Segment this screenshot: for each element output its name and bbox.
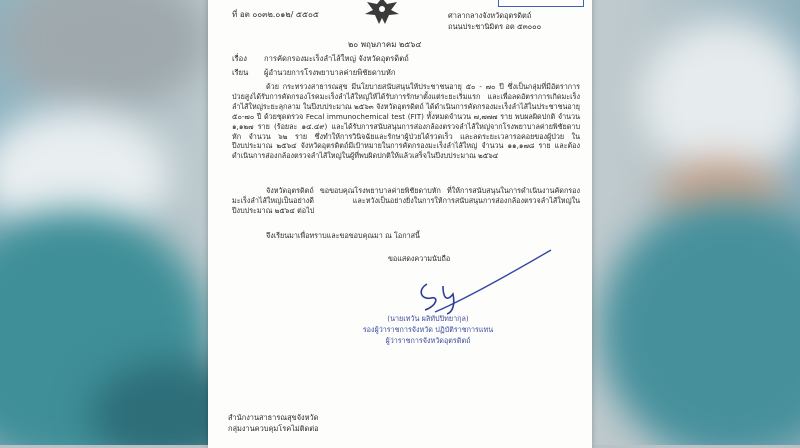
- signer-block: [348, 313, 508, 346]
- handwritten-signature: [413, 276, 483, 316]
- letter-date: ๒๐ พฤษภาคม ๒๕๖๔: [348, 40, 422, 49]
- garuda-emblem-icon: [363, 0, 401, 26]
- signer-position-2: ผู้ว่าราชการจังหวัดอุตรดิตถ์: [385, 336, 471, 345]
- document-number: ที่ อต ๐๐๓๒.๐๑๒/ ๕๕๐๕: [232, 10, 319, 19]
- sender-address: ศาลากลางจังหวัดอุตรดิตถ์ ถนนประชานิมิตร อต ๕๓๐๐๐: [448, 11, 542, 31]
- body-paragraph-2: จังหวัดอุตรดิตถ์ ขอขอบคุณโรงพยาบาลค่ายพิชัยดาบหัก ที่ให้การสนับสนุนในการดำเนินงานคัดกรองมะเร็งลำไส้ใหญ่เป็นอย่างดี และหวังเป็นอย่างยิ่งในการให้การสนับสนุนการส่องกล้องตรวจลำไส้ใหญ่ในปีงบประมาณ ๒๕๖๔ ต่อไป: [232, 186, 580, 215]
- recipient-row: เรียน ผู้อำนวยการโรงพยาบาลค่ายพิชัยดาบหัก: [232, 68, 396, 77]
- footer-office: สำนักงานสาธารณสุขจังหวัด กลุ่มงานควบคุมโรคไม่ติดต่อ: [228, 413, 319, 433]
- subject-row: เรื่อง การคัดกรองมะเร็งลำไส้ใหญ่ จังหวัดอุตรดิตถ์: [232, 54, 409, 63]
- received-stamp: [498, 0, 584, 7]
- body-paragraph-1: ด้วย กระทรวงสาธารณสุข มีนโยบายสนับสนุนให้ประชาชนอายุ ๕๐ - ๗๐ ปี ซึ่งเป็นกลุ่มที่มีอัตราการป่วยสูงได้รับการคัดกรองโรคมะเร็งลำไส้ใหญ่ให้ได้รับการรักษาตั้งแต่ระยะเริ่มแรก และเพื่อลดอัตราการเกิดมะเร็งลำไส้ใหญ่ระยะลุกลาม ในปีงบประมาณ ๒๕๖๓ จังหวัดอุตรดิตถ์ ได้ดำเนินการคัดกรองมะเร็งลำไส้ในประชาชนอายุ ๕๐-๗๐ ปี ด้วยชุดตรวจ Fecal immunochemical test (FIT) ทั้งหมดจำนวน ๗,๗๗๗ ราย พบผลผิดปกติ จำนวน ๑,๑๒๗ ราย (ร้อยละ ๑๔.๔๙) และได้รับการสนับสนุนการส่องกล้องตรวจลำไส้ใหญ่จากโรงพยาบาลค่ายพิชัยดาบหัก จำนวน ๖๒ ราย ซึ่งทำให้การวินิจฉัยและรักษาผู้ป่วยได้รวดเร็ว และลดระยะเวลารอคอยของผู้ป่วย ในปีงบประมาณ ๒๕๖๔ จังหวัดอุตรดิตถ์มีเป้าหมายในการคัดกรองมะเร็งลำไส้ใหญ่ จำนวน ๑๑,๑๗๘ ราย และต้องดำเนินการส่องกล้องตรวจลำไส้ใหญ่ในผู้ที่พบผิดปกติให้แล้วเสร็จในปีงบประมาณ ๒๕๖๔: [232, 82, 580, 161]
- official-letter: [208, 0, 592, 448]
- signer-name: (นายเทวัน ผลิทัปปิทยากุล): [387, 314, 469, 323]
- closing-salutation: ขอแสดงความนับถือ: [388, 254, 451, 263]
- body-paragraph-3: จึงเรียนมาเพื่อทราบและขอขอบคุณมา ณ โอกาสนี้: [266, 231, 420, 240]
- signer-position: รองผู้ว่าราชการจังหวัด ปฏิบัติราชการแทน: [362, 325, 494, 334]
